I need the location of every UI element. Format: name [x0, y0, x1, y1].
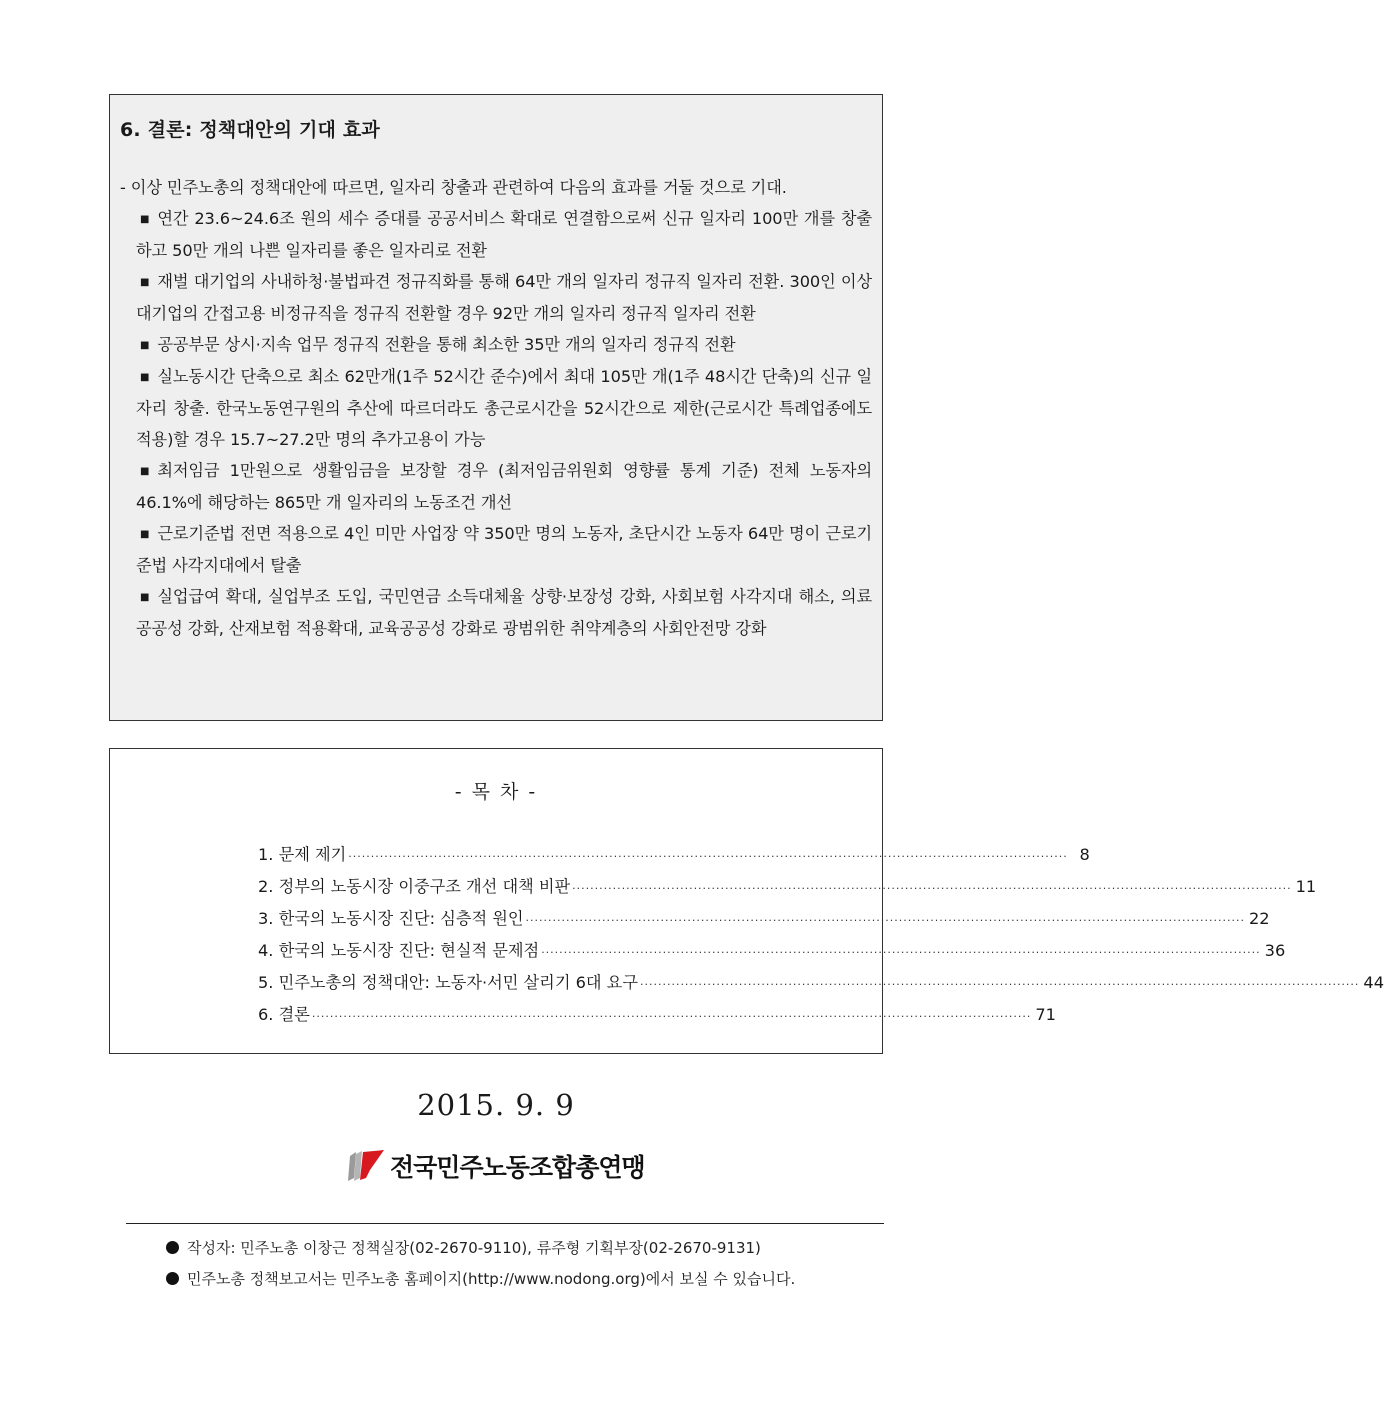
square-bullet-icon: ■ [140, 277, 150, 288]
toc-entry-page: 8 [1079, 845, 1090, 864]
organization-logo [346, 1148, 645, 1184]
toc-leader-dots: ································································································································································ [541, 946, 1261, 959]
organization-name: 전국민주노동조합총연맹 [390, 1153, 645, 1182]
conclusion-title: 6. 결론: 정책대안의 기대 효과 [120, 119, 380, 141]
table-of-contents [109, 748, 1384, 1054]
toc-entry-page: 22 [1249, 909, 1270, 928]
toc-leader-dots: ································································································································································ [311, 1010, 1032, 1023]
bullet-text: 최저임금 1만원으로 생활임금을 보장할 경우 (최저임금위원회 영향률 통계 기준) 전체 노동자의 46.1%에 해당하는 865만 개 일자리의 노동조건 개선 [136, 461, 872, 512]
list-item [136, 329, 872, 361]
toc-entry[interactable] [258, 903, 1270, 935]
list-item [136, 266, 872, 329]
square-bullet-icon: ■ [140, 466, 150, 477]
conclusion-bullet-list [120, 203, 872, 644]
toc-entry-label: 2. 정부의 노동시장 이중구조 개선 대책 비판 [258, 877, 571, 896]
square-bullet-icon: ■ [140, 340, 150, 351]
toc-leader-dots: ································································································································································ [572, 882, 1292, 895]
toc-leader-dots: ································································································································································ [348, 850, 1068, 863]
toc-entry-page: 36 [1264, 941, 1286, 960]
toc-entry-label: 6. 결론 [258, 1005, 310, 1024]
kctu-flag-red [360, 1150, 384, 1180]
bullet-dot-icon [166, 1272, 179, 1285]
toc-entry-page: 71 [1035, 1005, 1056, 1024]
toc-leader-dots: ································································································································································ [639, 978, 1360, 991]
toc-entry[interactable] [258, 967, 1384, 999]
toc-entry[interactable] [258, 871, 1317, 903]
toc-entry-label: 1. 문제 제기 [258, 845, 347, 864]
list-item [136, 581, 872, 644]
footer-website-line [166, 1268, 795, 1289]
toc-list [258, 839, 1384, 1031]
toc-entry-label: 3. 한국의 노동시장 진단: 심층적 원인 [258, 909, 524, 928]
square-bullet-icon: ■ [140, 372, 150, 383]
bullet-text: 실업급여 확대, 실업부조 도입, 국민연금 소득대체율 상향·보장성 강화, 사회보험 사각지대 해소, 의료공공성 강화, 산재보험 적용확대, 교육공공성 강화로 광범위한 취약계층의 사회안전망 강화 [136, 587, 872, 638]
publication-date: 2015. 9. 9 [417, 1088, 575, 1122]
list-item [136, 518, 872, 581]
toc-entry-label: 4. 한국의 노동시장 진단: 현실적 문제점 [258, 941, 540, 960]
toc-entry[interactable] [258, 839, 1090, 871]
kctu-flag-icon [346, 1148, 386, 1184]
bullet-text: 근로기준법 전면 적용으로 4인 미만 사업장 약 350만 명의 노동자, 초단시간 노동자 64만 명이 근로기준법 사각지대에서 탈출 [136, 524, 872, 575]
conclusion-intro: - 이상 민주노총의 정책대안에 따르면, 일자리 창출과 관련하여 다음의 효과를 거둘 것으로 기대. [120, 178, 787, 197]
author-text: 작성자: 민주노총 이창근 정책실장(02-2670-9110), 류주형 기획부장(02-2670-9131) [187, 1239, 761, 1257]
toc-heading: - 목 차 - [454, 781, 538, 803]
toc-entry-label: 5. 민주노총의 정책대안: 노동자·서민 살리기 6대 요구 [258, 973, 638, 992]
toc-entry-page: 11 [1295, 877, 1317, 896]
list-item [136, 455, 872, 518]
square-bullet-icon: ■ [140, 592, 150, 603]
toc-entry[interactable] [258, 999, 1056, 1031]
square-bullet-icon: ■ [140, 529, 150, 540]
bullet-text: 재벌 대기업의 사내하청·불법파견 정규직화를 통해 64만 개의 일자리 정규직 일자리 전환. 300인 이상 대기업의 간접고용 비정규직을 정규직 전환할 경우 92만 개의 일자리 정규직 일자리 전환 [136, 272, 872, 323]
list-item [136, 203, 872, 266]
square-bullet-icon: ■ [140, 214, 150, 225]
bullet-dot-icon [166, 1241, 179, 1254]
footer-author-line [166, 1237, 761, 1258]
toc-leader-dots: ································································································································································ [525, 914, 1245, 927]
toc-entry[interactable] [258, 935, 1286, 967]
bullet-text: 실노동시간 단축으로 최소 62만개(1주 52시간 준수)에서 최대 105만 개(1주 48시간 단축)의 신규 일자리 창출. 한국노동연구원의 추산에 따르더라도 총근로시간을 52시간으로 제한(근로시간 특례업종에도 적용)할 경우 15.7~27.2만 명의 추가고용이 가능 [136, 367, 872, 449]
list-item [136, 361, 872, 455]
toc-entry-page: 44 [1363, 973, 1384, 992]
website-text[interactable]: 민주노총 정책보고서는 민주노총 홈페이지(http://www.nodong.org)에서 보실 수 있습니다. [187, 1270, 796, 1288]
bullet-text: 연간 23.6~24.6조 원의 세수 증대를 공공서비스 확대로 연결함으로써 신규 일자리 100만 개를 창출하고 50만 개의 나쁜 일자리를 좋은 일자리로 전환 [136, 209, 872, 260]
conclusion-box [109, 94, 883, 721]
bullet-text: 공공부문 상시·지속 업무 정규직 전환을 통해 최소한 35만 개의 일자리 정규직 전환 [157, 335, 736, 354]
footer-divider [126, 1223, 884, 1224]
